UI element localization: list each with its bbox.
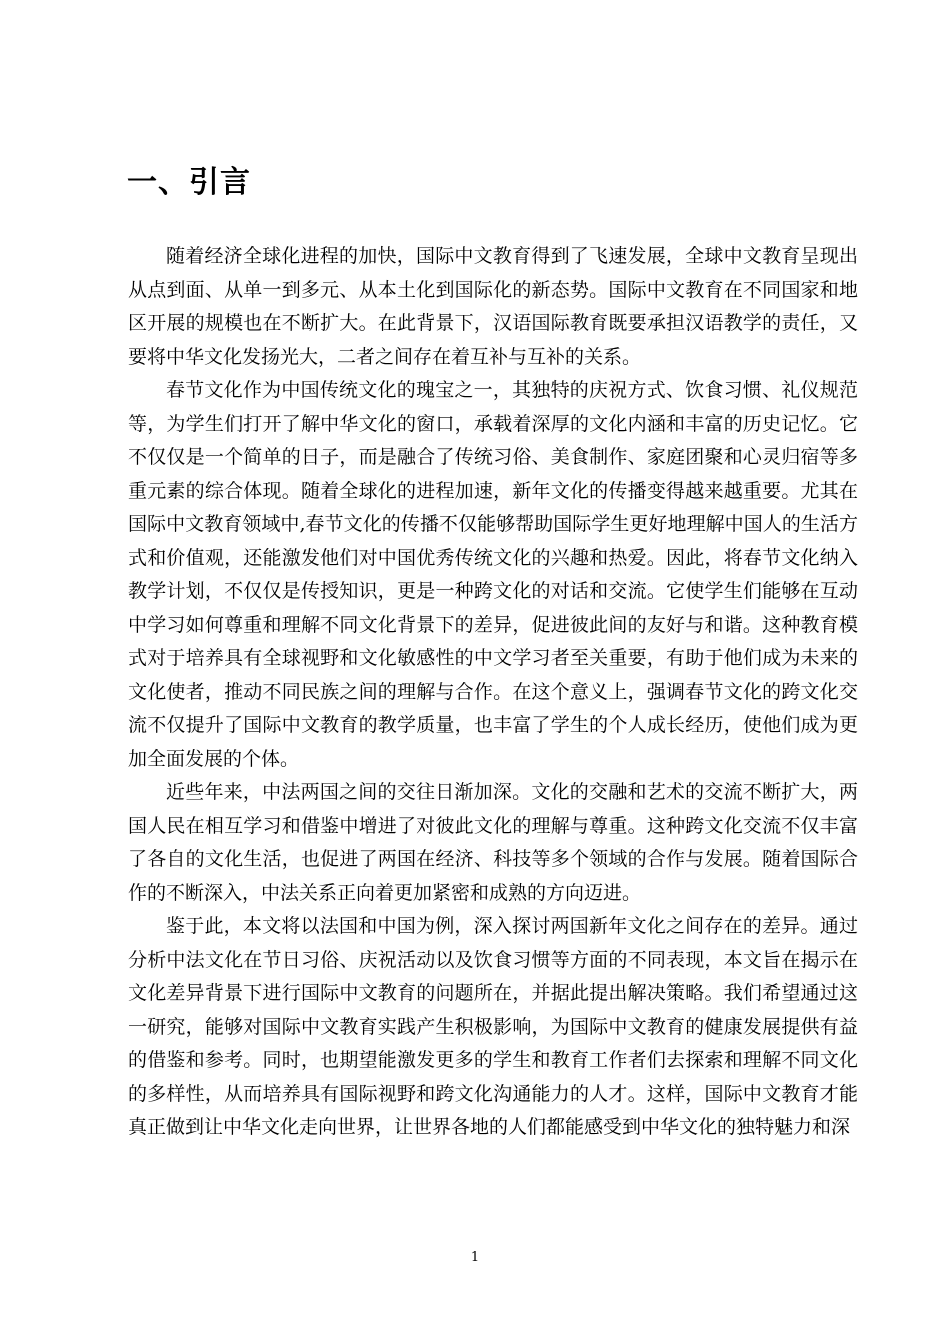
- body-text: [128, 240, 858, 1145]
- paragraph-1: 随着经济全球化进程的加快，国际中文教育得到了飞速发展，全球中文教育呈现出从点到面、从单一到多元、从本土化到国际化的新态势。国际中文教育在不同国家和地区开展的规模也在不断扩大。在此背景下，汉语国际教育既要承担汉语教学的责任，又要将中华文化发扬光大，二者之间存在着互补与互补的关系。: [128, 245, 858, 368]
- paragraph-2: 春节文化作为中国传统文化的瑰宝之一，其独特的庆祝方式、饮食习惯、礼仪规范等，为学生们打开了解中华文化的窗口，承载着深厚的文化内涵和丰富的历史记忆。它不仅仅是一个简单的日子，而是融合了传统习俗、美食制作、家庭团聚和心灵归宿等多重元素的综合体现。随着全球化的进程加速，新年文化的传播变得越来越重要。尤其在国际中文教育领域中,春节文化的传播不仅能够帮助国际学生更好地理解中国人的生活方式和价值观，还能激发他们对中国优秀传统文化的兴趣和热爱。因此，将春节文化纳入教学计划，不仅仅是传授知识，更是一种跨文化的对话和交流。它使学生们能够在互动中学习如何尊重和理解不同文化背景下的差异，促进彼此间的友好与和谐。这种教育模式对于培养具有全球视野和文化敏感性的中文学习者至关重要，有助于他们成为未来的文化使者，推动不同民族之间的理解与合作。在这个意义上，强调春节文化的跨文化交流不仅提升了国际中文教育的教学质量，也丰富了学生的个人成长经历，使他们成为更加全面发展的个体。: [128, 379, 858, 770]
- paragraph-4: 鉴于此，本文将以法国和中国为例，深入探讨两国新年文化之间存在的差异。通过分析中法文化在节日习俗、庆祝活动以及饮食习惯等方面的不同表现，本文旨在揭示在文化差异背景下进行国际中文教育的问题所在，并据此提出解决策略。我们希望通过这一研究，能够对国际中文教育实践产生积极影响，为国际中文教育的健康发展提供有益的借鉴和参考。同时，也期望能激发更多的学生和教育工作者们去探索和理解不同文化的多样性，从而培养具有国际视野和跨文化沟通能力的人才。这样，国际中文教育才能真正做到让中华文化走向世界，让世界各地的人们都能感受到中华文化的独特魅力和深: [128, 915, 858, 1138]
- paragraph-3: 近些年来，中法两国之间的交往日渐加深。文化的交融和艺术的交流不断扩大，两国人民在相互学习和借鉴中增进了对彼此文化的理解与尊重。这种跨文化交流不仅丰富了各自的文化生活，也促进了两国在经济、科技等多个领域的合作与发展。随着国际合作的不断深入，中法关系正向着更加紧密和成熟的方向迈进。: [128, 781, 858, 904]
- page-number: 1: [470, 1250, 480, 1265]
- section-heading: 一、引言: [127, 165, 251, 200]
